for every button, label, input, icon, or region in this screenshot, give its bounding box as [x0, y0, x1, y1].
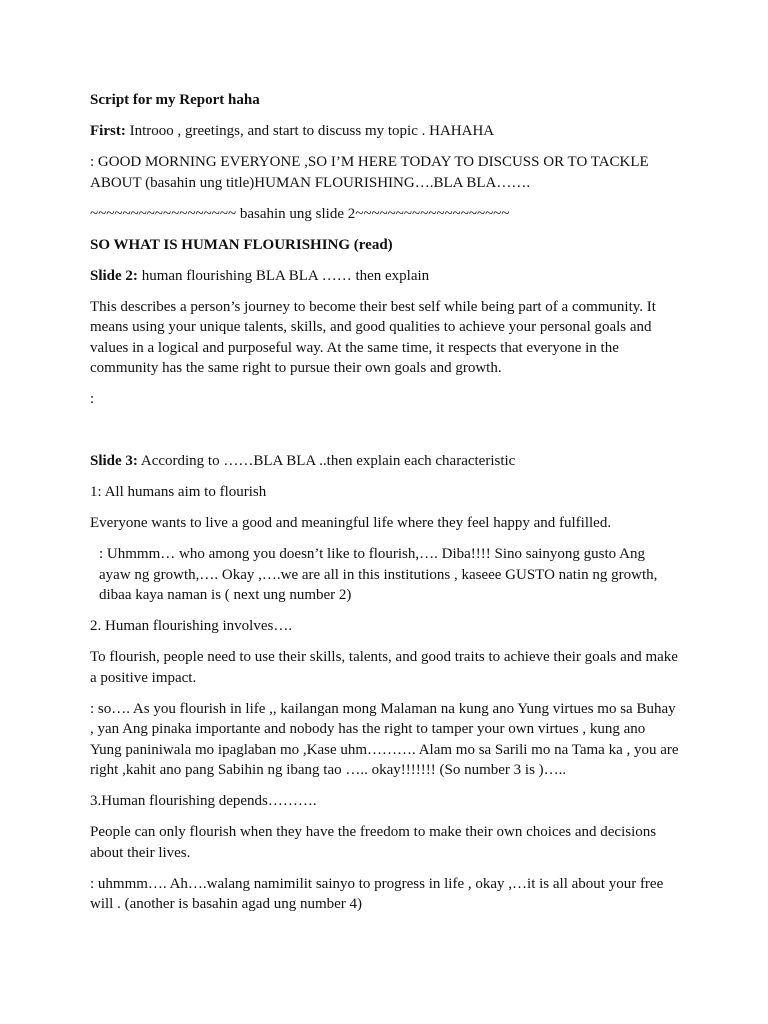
slide2-body: This describes a person’s journey to become their best self while being part of a community. It means using your unique talents, skills, and good qualities to achieve your personal goals and values in a logical and purposeful way. At the same time, it respects that everyone in the community has the same right to pursue their own goals and growth. [90, 298, 656, 376]
greeting-paragraph: : GOOD MORNING EVERYONE ,SO I’M HERE TODAY TO DISCUSS OR TO TACKLE ABOUT (basahin ung title)HUMAN FLOURISHING….BLA BLA……. [90, 154, 649, 191]
blank-space [90, 420, 680, 451]
first-label: First: [90, 123, 126, 139]
slide3-paragraph [90, 451, 680, 472]
slide2-text: human flourishing BLA BLA …… then explain [137, 267, 430, 284]
slide2-paragraph [90, 266, 680, 287]
item1-heading: 1: All humans aim to flourish [90, 484, 267, 500]
colon-line: : [90, 391, 95, 407]
slide3-text: According to ……BLA BLA ..then explain each characteristic [137, 453, 516, 469]
slide-divider: ~~~~~~~~~~~~~~~~~~ basahin ung slide 2~~~~~~~~~~~~~~~~~~~ [90, 205, 510, 222]
first-paragraph [90, 121, 680, 142]
slide2-label: Slide 2: [90, 267, 138, 284]
document-page [90, 90, 680, 925]
item2-body: To flourish, people need to use their skills, talents, and good traits to achieve their goals and make a positive impact. [90, 649, 678, 686]
slide3-label: Slide 3: [90, 453, 138, 469]
item3-body: People can only flourish when they have the freedom to make their own choices and decisions about their lives. [90, 824, 657, 861]
item2-heading: 2. Human flourishing involves…. [90, 618, 293, 634]
item1-body: Everyone wants to live a good and meaningful life where they feel happy and fulfilled. [90, 515, 612, 531]
question-heading: SO WHAT IS HUMAN FLOURISHING (read) [90, 236, 393, 253]
item3-note: : uhmmm…. Ah….walang namimilit sainyo to progress in life , okay ,…it is all about your free will . (another is basahin agad ung number 4) [90, 875, 664, 912]
item2-note: : so…. As you flourish in life ,, kailangan mong Malaman na kung ano Yung virtues mo sa Buhay , yan Ang pinaka importante and nobody has the right to tamper your own virtues , kung ano Yung paniniwala mo ipaglaban mo ,Kase uhm………. Alam mo sa Sarili mo na Tama ka , you are right ,kahit ano pang Sabihin ng ibang tao ….. okay!!!!!!! (So number 3 is )….. [90, 700, 679, 778]
item3-heading: 3.Human flourishing depends………. [90, 793, 317, 809]
first-text: Introoo , greetings, and start to discuss my topic . HAHAHA [125, 123, 495, 139]
item1-note: : Uhmmm… who among you doesn’t like to flourish,…. Diba!!!! Sino sainyong gusto Ang ayaw ng growth,…. Okay ,….we are all in this institutions , kaseee GUSTO natin ng growth, dibaa kaya naman is ( next ung number 2) [99, 546, 658, 603]
document-title: Script for my Report haha [90, 92, 260, 108]
